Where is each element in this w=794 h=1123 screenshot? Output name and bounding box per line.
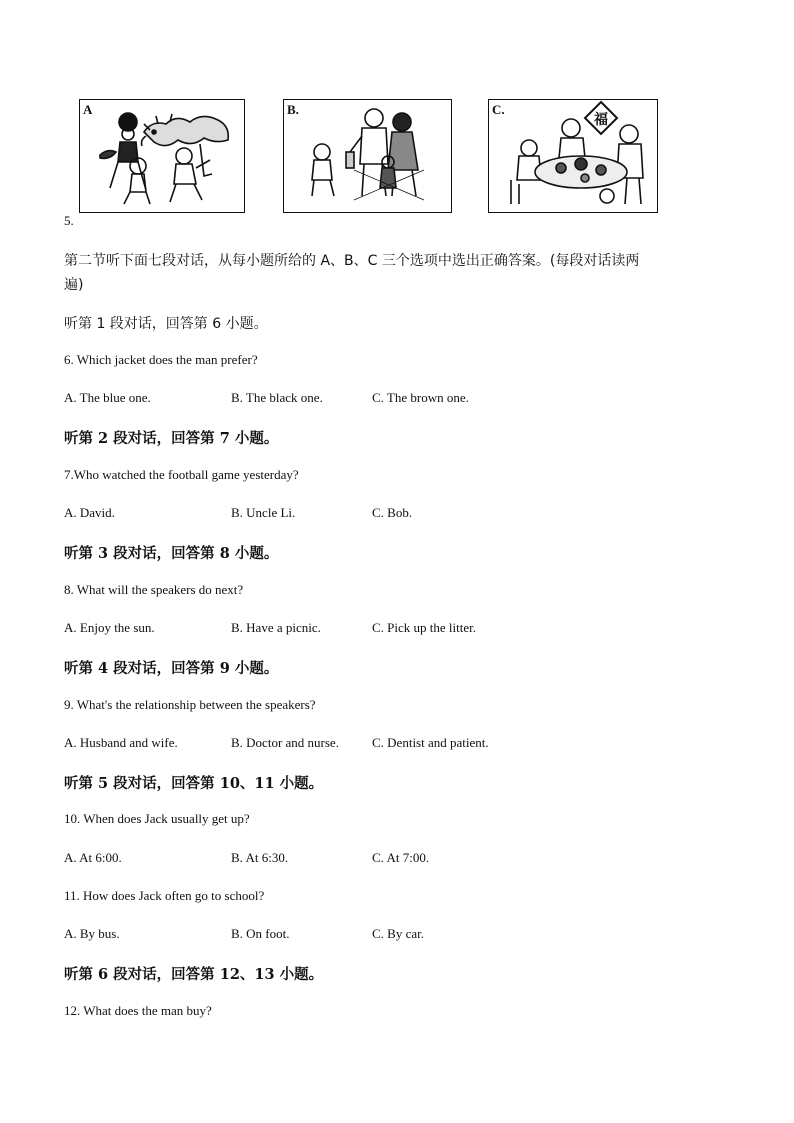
block-2-heading: 听第 2 段对话，回答第 7 小题。 [64,430,279,447]
q11-option-c: C. By car. [372,926,424,941]
q9-option-b: B. Doctor and nurse. [231,735,339,750]
q8-option-b: B. Have a picnic. [231,620,321,635]
q10-option-a: A. At 6:00. [64,850,122,865]
q8-option-c: C. Pick up the litter. [372,620,476,635]
question-11: 11. How does Jack often go to school? [64,888,265,903]
question-12: 12. What does the man buy? [64,1003,212,1018]
question-7: 7.Who watched the football game yesterday? [64,467,299,482]
block-6-heading: 听第 6 段对话，回答第 12、13 小题。 [64,966,324,983]
q6-option-c: C. The brown one. [372,390,469,405]
picture-a-label: A [83,102,93,117]
q10-option-c: C. At 7:00. [372,850,430,865]
fu-character: 福 [594,112,608,128]
q6-option-b: B. The black one. [231,390,323,405]
section2-intro-continued: 遍) [64,277,84,293]
question-9: 9. What's the relationship between the speakers? [64,697,316,712]
question-8: 8. What will the speakers do next? [64,582,244,597]
q7-option-b: B. Uncle Li. [231,505,296,520]
q7-option-c: C. Bob. [372,505,413,520]
question-6: 6. Which jacket does the man prefer? [64,352,258,367]
q6-option-a: A. The blue one. [64,390,151,405]
q10-option-b: B. At 6:30. [231,850,289,865]
family-outing-illustration [284,100,453,214]
picture-c [488,99,658,213]
block-1-heading: 听第 1 段对话，回答第 6 小题。 [64,316,268,332]
picture-b-label: B. [287,102,299,117]
picture-a [79,99,245,213]
q11-option-a: A. By bus. [64,926,120,941]
question-10: 10. When does Jack usually get up? [64,811,250,826]
picture-b [283,99,452,213]
picture-c-label: C. [492,102,505,117]
q8-option-a: A. Enjoy the sun. [64,620,155,635]
q11-option-b: B. On foot. [231,926,290,941]
q7-option-a: A. David. [64,505,115,520]
q9-option-a: A. Husband and wife. [64,735,178,750]
block-5-heading: 听第 5 段对话，回答第 10、11 小题。 [64,775,324,792]
q9-option-c: C. Dentist and patient. [372,735,489,750]
question-5-number: 5. [64,213,74,228]
section2-intro: 第二节听下面七段对话，从每小题所给的 A、B、C 三个选项中选出正确答案。(每段对话读两 [64,253,640,269]
family-dinner-illustration [489,100,659,214]
block-3-heading: 听第 3 段对话，回答第 8 小题。 [64,545,279,562]
dragon-dance-illustration [80,100,246,214]
block-4-heading: 听第 4 段对话，回答第 9 小题。 [64,660,279,677]
